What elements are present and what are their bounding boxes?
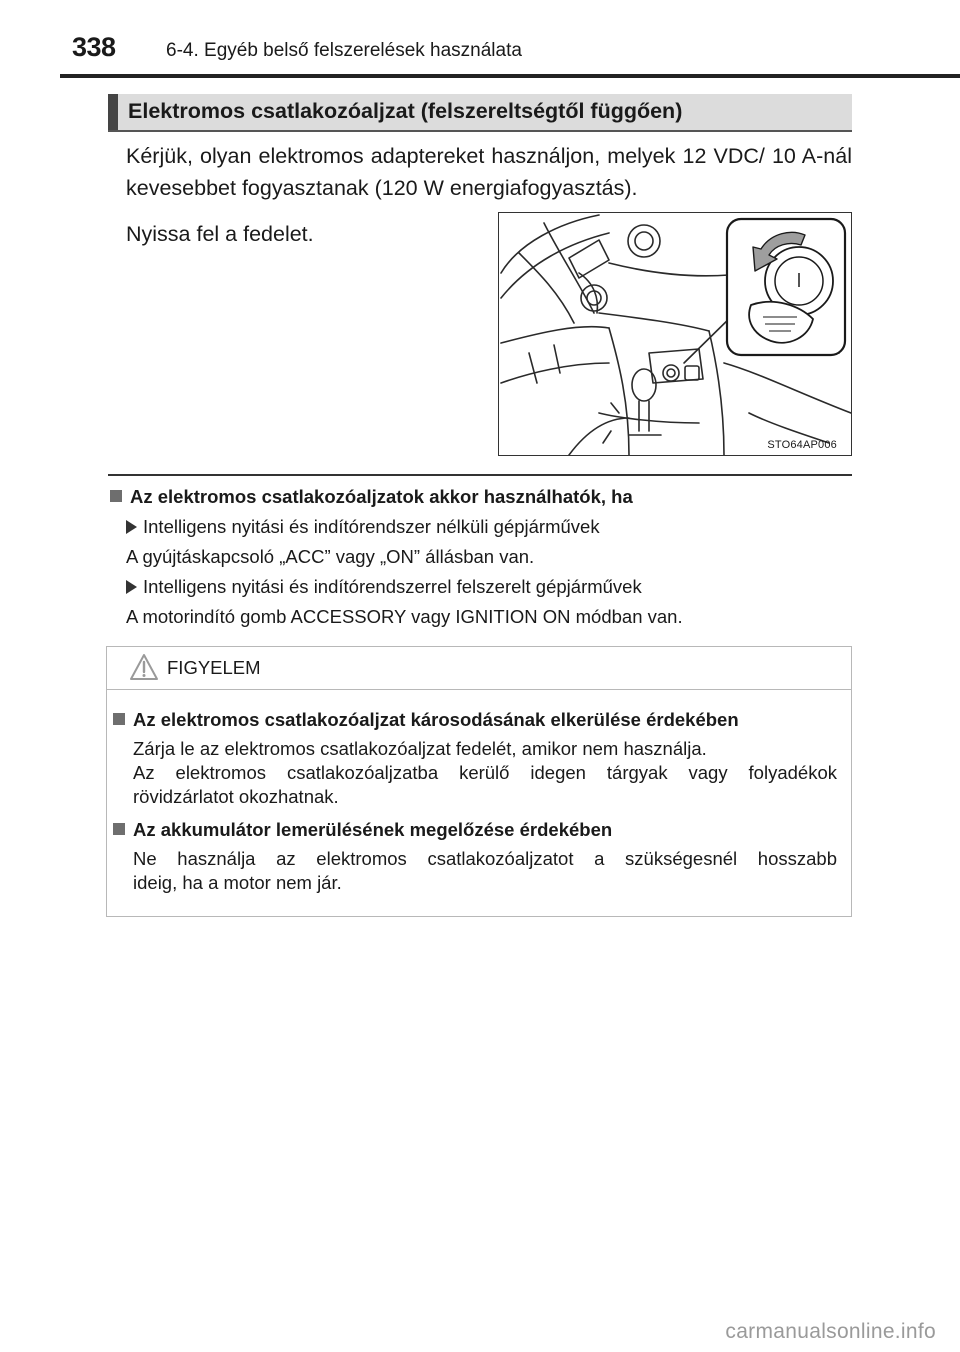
caution-header [107,647,851,690]
section-heading [108,94,852,132]
caution-item-text: Az elektromos csatlakozóaljzatba kerülő idegen tárgyak vagy folyadékok [133,762,837,783]
step-instruction: Nyissa fel a fedelet. [126,222,314,246]
intro-paragraph: Kérjük, olyan elektromos adaptereket használjon, melyek 12 VDC/ 10 A-nál kevesebbet fogyasztanak (120 W energiafogyasztás). [126,144,852,200]
caution-title: FIGYELEM [167,657,261,678]
caution-box [106,646,852,917]
page-number: 338 [72,32,116,62]
square-bullet-icon [110,490,122,502]
triangle-bullet-icon [126,520,137,534]
conditions-heading-text: Az elektromos csatlakozóaljzatok akkor használhatók, ha [130,486,633,507]
header-rule [60,74,960,78]
condition-text: A gyújtáskapcsoló „ACC” vagy „ON” állásban van. [126,546,535,567]
condition-label-text: Intelligens nyitási és indítórendszer nélküli gépjárművek [143,516,600,537]
section-divider [108,474,852,476]
watermark: carmanualsonline.info [725,1320,936,1343]
condition-text: A motorindító gomb ACCESSORY vagy IGNITION ON módban van. [126,606,683,627]
heading-accent-bar [108,94,118,130]
figure-code: STO64AP006 [767,439,837,451]
conditions-heading [110,486,633,508]
square-bullet-icon [113,823,125,835]
condition-label-text: Intelligens nyitási és indítórendszerrel felszerelt gépjárművek [143,576,642,597]
caution-item-heading [113,819,612,841]
caution-item-heading-text: Az elektromos csatlakozóaljzat károsodásának elkerülése érdekében [133,709,739,730]
section-title: Elektromos csatlakozóaljzat (felszereltségtől függően) [128,99,683,123]
condition-label [126,516,600,538]
power-outlet-illustration [498,212,852,456]
dashboard-line-drawing [499,213,851,455]
caution-item-text: ideig, ha a motor nem jár. [133,872,342,893]
caution-item-text: rövidzárlatot okozhatnak. [133,786,339,807]
square-bullet-icon [113,713,125,725]
caution-item-text: Zárja le az elektromos csatlakozóaljzat fedelét, amikor nem használja. [133,738,707,759]
caution-item-text: Ne használja az elektromos csatlakozóaljzatot a szükségesnél hosszabb [133,848,837,869]
caution-item-heading [113,709,739,731]
condition-label [126,576,642,598]
warning-triangle-icon [129,653,159,681]
caution-item-heading-text: Az akkumulátor lemerülésének megelőzése érdekében [133,819,613,840]
triangle-bullet-icon [126,580,137,594]
chapter-title: 6-4. Egyéb belső felszerelések használata [166,40,522,61]
